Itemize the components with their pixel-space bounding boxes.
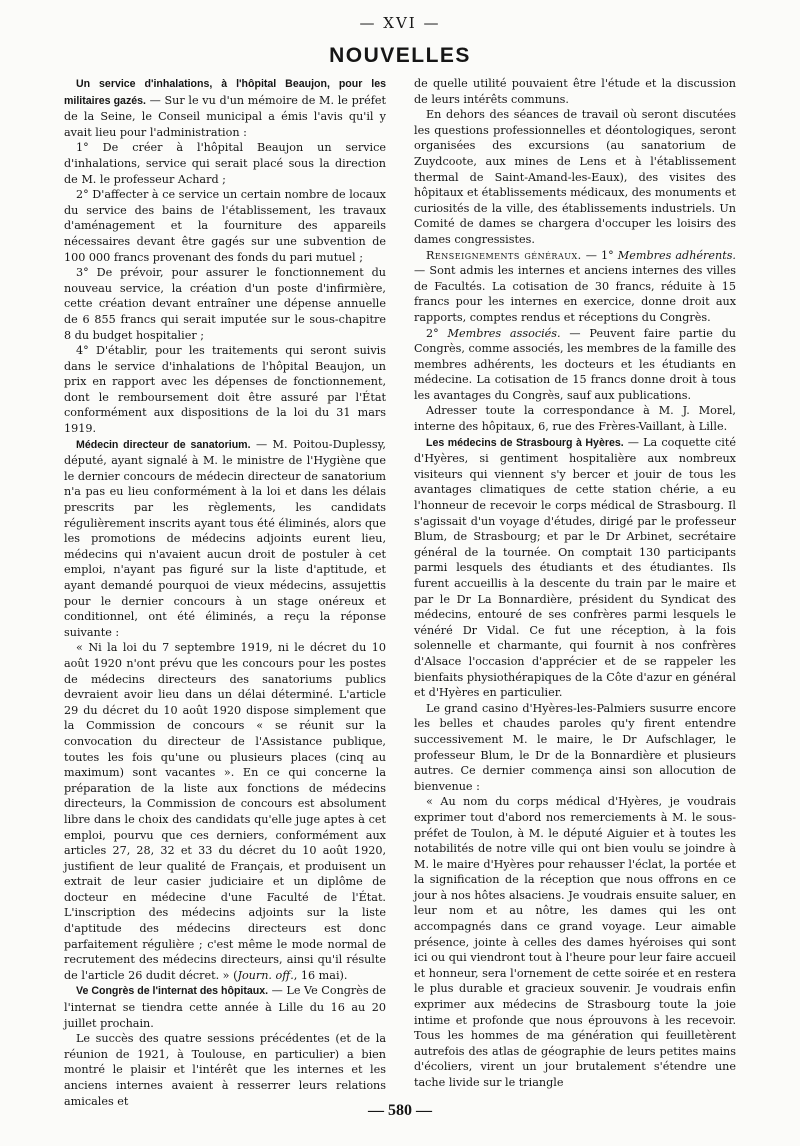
- page-number: — 580 —: [368, 1102, 432, 1119]
- paragraph-continued: de quelle utilité pouvaient être l'étude et la discussion de leurs intérêts communs.: [414, 77, 736, 106]
- paragraph-sessions: Le succès des quatre sessions précédentes (et de la réunion de 1921, à Toulouse, en particulier) a bien montré le plaisir et l'intérêt que les internes et les anciens internes avaient à resserrer leurs relations amicales et: [64, 1032, 386, 1108]
- left-column: [64, 76, 386, 1109]
- paragraph-excursions: En dehors des séances de travail où seront discutées les questions professionnelles et déontologiques, seront organisées des excursions (au sanatorium de Zuydcoote, aux mines de Lens et à l'établissement thermal de Saint-Amand-les-Eaux), des visites des hôpitaux et établissements médicaux, des monuments et curiosités de la ville, des établissements industriels. Un Comité de dames se chargera d'occuper les loisirs des dames congressistes.: [414, 108, 736, 246]
- paragraph-strasbourg: Les médecins de Strasbourg à Hyères. — La coquette cité d'Hyères, si gentiment hospitalière aux nombreux visiteurs qui viennent s'y bercer et jouir de tous les avantages climatiques de cette station chérie, a eu l'honneur de recevoir le corps médical de Strasbourg. Il s'agissait d'un voyage d'études, dirigé par le professeur Blum, de Strasbourg; et par le Dr Arbinet, secrétaire général de la tournée. On comptait 130 participants parmi lesquels des étudiants et des étudiantes. Ils furent accueillis à la descente du train par le maire et par le Dr La Bonnardière, président du Syndicat des médecins, entouré de ses confrères parmi lesquels le vénéré Dr Vidal. Ce fut une réception, à la fois solennelle et charmante, qui fournit à nos confrères d'Alsace l'occasion d'apprécier et de se rappeler les bienfaits physiothérapiques de la Côte d'azur en général et d'Hyères en particulier.: [414, 435, 736, 700]
- paragraph-item-2: 2° D'affecter à ce service un certain nombre de locaux du service des bains de l'établissement, les travaux d'aménagement et la fourniture des appareils nécessaires devant être gagés sur une subvention de 100 000 francs provenant des fonds du pari mutuel ;: [64, 188, 386, 264]
- heading-inhalations: Un service d'inhalations, à l'hôpital Beaujon, pour les militaires gazés.: [64, 78, 386, 107]
- source-citation: Journ. off.: [237, 968, 294, 982]
- heading-strasbourg: Les médecins de Strasbourg à Hyères.: [426, 436, 624, 449]
- paragraph-sanatorium: Médecin directeur de sanatorium. — M. Poitou-Duplessy, député, ayant signalé à M. le ministre de l'Hygiène que le dernier concours de médecin directeur de sanatorium n'a pas eu lieu conformément à la loi et dans les délais prescrits par les règlements, les candidats régulièrement inscrits ayant tous été éliminés, alors que les promotions de médecins adjoints eurent lieu, médecins qui n'avaient aucun droit de postuler à cet emploi, n'ayant pas figuré sur la liste d'aptitude, et ayant demandé pourquoi de vieux médecins, assujettis pour le dernier concours à un stage onéreux et conditionnel, ont été éliminés, a reçu la réponse suivante :: [64, 437, 386, 639]
- heading-congres: Ve Congrès de l'internat des hôpitaux.: [76, 985, 269, 998]
- right-column: [414, 76, 736, 1091]
- paragraph-inhalations: Un service d'inhalations, à l'hôpital Beaujon, pour les militaires gazés. — Sur le vu d'un mémoire de M. le préfet de la Seine, le Conseil municipal a émis l'avis qu'il y avait lieu pour l'administration :: [64, 78, 386, 139]
- paragraph-ministry-reply: « Ni la loi du 7 septembre 1919, ni le décret du 10 août 1920 n'ont prévu que les concours pour les postes de médecins directeurs des sanatoriums publics devraient avoir lieu dans un délai déterminé. L'article 29 du décret du 10 août 1920 dispose simplement que la Commission de concours « se réunit sur la convocation du directeur de l'Assistance publique, toutes les fois qu'une ou plusieurs places (cinq au maximum) sont vacantes ». En ce qui concerne la préparation de la liste aux fonctions de médecins directeurs, la Commission de concours est absolument libre dans le choix des candidats qu'elle juge aptes à cet emploi, pourvu que ces derniers, conformément aux articles 27, 28, 32 et 33 du décret du 10 août 1920, justifient de leur qualité de Français, et produisent un extrait de leur casier judiciaire et un diplôme de docteur en médecine d'une Faculté de l'État. L'inscription des médecins adjoints sur la liste d'aptitude des médecins directeurs est donc parfaitement régulière ; c'est même le mode normal de recrutement des médecins directeurs, ainsi qu'il résulte de l'article 26 dudit décret. » (Journ. off., 16 mai).: [64, 641, 386, 982]
- paragraph-correspondance: Adresser toute la correspondance à M. J. Morel, interne des hôpitaux, 6, rue des Frères-Vaillant, à Lille.: [414, 404, 736, 434]
- heading-renseignements: Renseignements généraux.: [426, 248, 582, 262]
- heading-sanatorium: Médecin directeur de sanatorium.: [76, 438, 251, 451]
- paragraph-item-1: 1° De créer à l'hôpital Beaujon un service d'inhalations, service qui serait placé sous la direction de M. le professeur Achard ;: [64, 141, 386, 186]
- paragraph-associes: 2° Membres associés. — Peuvent faire partie du Congrès, comme associés, les membres de la famille des membres adhérents, les docteurs et les étudiants en médecine. La cotisation de 15 francs donne droit à tous les avantages du Congrès, sauf aux publications.: [414, 326, 737, 402]
- paragraph-item-3: 3° De prévoir, pour assurer le fonctionnement du nouveau service, la création d'un poste d'infirmière, cette création devant entraîner une dépense annuelle de 6 855 francs qui serait imputée sur le sous-chapitre 8 du budget hospitalier ;: [64, 266, 386, 342]
- roman-page-number: — XVI —: [359, 14, 441, 32]
- section-title: NOUVELLES: [329, 44, 471, 67]
- paragraph-item-4: 4° D'établir, pour les traitements qui seront suivis dans le service d'inhalations de l'hôpital Beaujon, un prix en rapport avec les dépenses de fonctionnement, dont le remboursement doit être assuré par l'État conformément aux dispositions de la loi du 31 mars 1919.: [64, 344, 386, 436]
- paragraph-renseignements: Renseignements généraux. — 1° Membres adhérents. — Sont admis les internes et anciens internes des villes de Facultés. La cotisation de 30 francs, réduite à 15 francs pour les internes en exercice, donne droit aux rapports, comptes rendus et réceptions du Congrès.: [414, 248, 736, 324]
- paragraph-speech: « Au nom du corps médical d'Hyères, je voudrais exprimer tout d'abord nos remerciements à M. le sous-préfet de Toulon, à M. le député Aiguier et à toutes les notabilités de notre ville qui ont bien voulu se joindre à M. le maire d'Hyères pour rehausser l'éclat, la portée et la signification de la réception que nous offrons en ce jour à nos hôtes alsaciens. Je voudrais ensuite saluer, en leur nom et au nôtre, les dames qui les ont accompagnés dans ce grand voyage. Leur aimable présence, jointe à celles des dames hyéroises qui sont ici ou qui viendront tout à l'heure pour leur faire accueil et honneur, sera l'ornement de cette soirée et en restera le plus durable et gracieux souvenir. Je voudrais enfin exprimer aux médecins de Strasbourg toute la joie intime et profonde que nous éprouvons à les recevoir. Tous les hommes de ma génération qui feuilletèrent autrefois des atlas de géographie de leurs petites mains d'écoliers, virent un jour brutalement s'étendre une tache livide sur le triangle: [414, 795, 736, 1089]
- paragraph-congres: Ve Congrès de l'internat des hôpitaux. — Le Ve Congrès de l'internat se tiendra cette année à Lille du 16 au 20 juillet prochain.: [64, 984, 386, 1030]
- paragraph-casino: Le grand casino d'Hyères-les-Palmiers susurre encore les belles et chaudes paroles qu'y firent entendre successivement M. le maire, le Dr Aufschlager, le professeur Blum, le Dr de la Bonnardière et plusieurs autres. Ce dernier commença ainsi son allocution de bienvenue :: [414, 701, 736, 793]
